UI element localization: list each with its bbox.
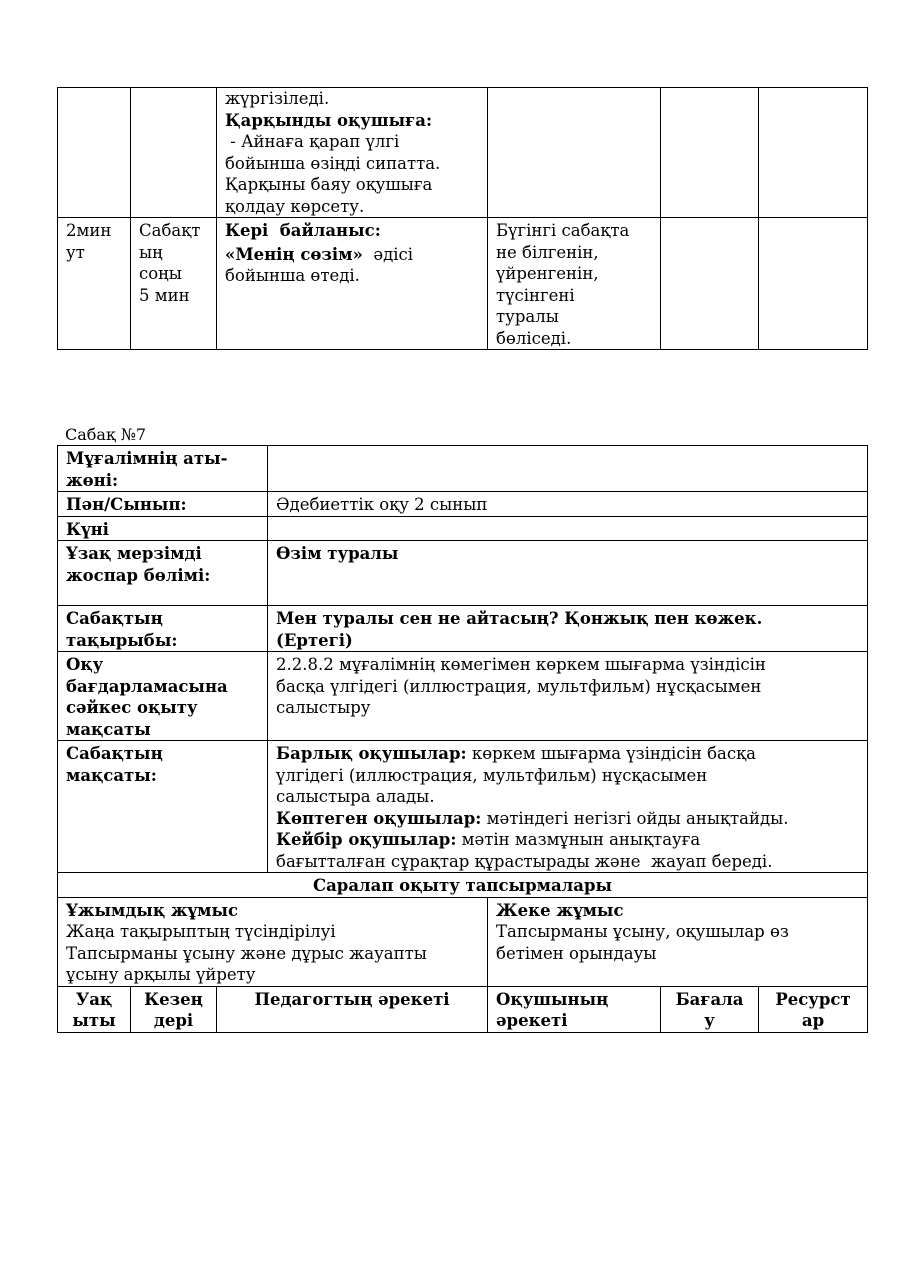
all-students-heading: Барлық оқушылар: (276, 744, 467, 763)
header-line: Кезең (144, 989, 203, 1009)
topic-label (58, 606, 268, 652)
header-line: дері (153, 1011, 194, 1030)
stage-cell (131, 88, 217, 218)
label-line: Сабақтың (66, 609, 163, 628)
student-text: туралы (496, 307, 559, 326)
stage-text: Сабақт (139, 221, 201, 240)
header-line: Ресурст (775, 989, 851, 1009)
stage-text: 5 мин (139, 285, 190, 305)
teacher-name-label (58, 446, 268, 492)
objective-line: 2.2.8.2 мұғалімнің көмегімен көркем шығарма үзіндісін (276, 655, 766, 674)
table-row (58, 897, 868, 986)
label-line: Мұғалімнің аты- (66, 449, 228, 468)
goals-value (268, 741, 868, 873)
unit-value: Өзім туралы (268, 541, 868, 606)
time-text: 2мин (66, 221, 112, 240)
subject-value: Әдебиеттік оқу 2 сынып (268, 492, 868, 517)
fast-learner-heading: Қарқынды оқушыға: (225, 110, 433, 130)
table-row (58, 516, 868, 541)
topic-value (268, 606, 868, 652)
student-text: бөліседі. (496, 328, 572, 348)
student-text: түсінгені (496, 285, 575, 305)
lesson-table-continued (57, 87, 868, 350)
header-line: у (704, 1011, 715, 1030)
column-header-stages (131, 986, 217, 1032)
teacher-text-line: - Айнаға қарап үлгі (225, 132, 400, 151)
label-line: мақсаты: (66, 765, 157, 785)
assessment-cell (661, 218, 759, 350)
goal-text: салыстыра алады. (276, 787, 435, 806)
stage-cell (131, 218, 217, 350)
individual-work-line: бетімен орындауы (496, 943, 657, 963)
label-line: тақырыбы: (66, 630, 178, 650)
group-work-title: Ұжымдық жұмыс (66, 900, 239, 920)
goal-text: үлгідегі (иллюстрация, мультфильм) нұсқасымен (276, 765, 708, 785)
differentiation-header: Саралап оқыту тапсырмалары (58, 873, 868, 898)
column-header-time (58, 986, 131, 1032)
date-value (268, 516, 868, 541)
label-line: жоспар бөлімі: (66, 565, 211, 585)
date-label: Күні (58, 516, 268, 541)
header-line: Бағала (675, 989, 744, 1009)
table-row (58, 218, 868, 350)
teacher-action-cell (217, 218, 488, 350)
stage-text: соңы (139, 264, 182, 283)
individual-work-title: Жеке жұмыс (496, 900, 624, 920)
table-row (58, 492, 868, 517)
group-work-line: Тапсырманы ұсыну және дұрыс жауапты (66, 943, 427, 963)
group-work-line: ұсыну арқылы үйрету (66, 965, 256, 984)
header-line: ар (801, 1011, 825, 1030)
label-line: бағдарламасына (66, 676, 228, 696)
label-line: сәйкес оқыту (66, 698, 198, 717)
resources-cell (759, 88, 868, 218)
goal-text: бағытталған сұрақтар құрастырады және жауап береді. (276, 851, 773, 871)
header-line: ыты (72, 1011, 116, 1030)
goal-text: көркем шығарма үзіндісін басқа (466, 744, 756, 763)
assessment-cell (661, 88, 759, 218)
method-name: «Менің сөзім» (225, 244, 363, 264)
header-line: Оқушының (496, 989, 609, 1009)
stage-text: ың (139, 242, 163, 262)
feedback-heading: Кері байланыс: (225, 221, 381, 240)
group-work-line: Жаңа тақырыптың түсіндірілуі (66, 922, 336, 941)
objective-label (58, 652, 268, 741)
subject-label: Пән/Сынып: (58, 492, 268, 517)
topic-line: Мен туралы сен не айтасың? Қонжық пен көжек. (276, 609, 763, 628)
student-text: үйренгенін, (496, 264, 599, 283)
student-action-cell (488, 218, 661, 350)
group-work-cell (58, 897, 488, 986)
label-line: Сабақтың (66, 744, 163, 763)
lesson-number-label: Сабақ №7 (65, 425, 147, 444)
objective-line: басқа үлгідегі (иллюстрация, мультфильм) нұсқасымен (276, 676, 762, 696)
goal-text: мәтіндегі негізгі ойды анықтайды. (481, 808, 789, 828)
table-row (58, 741, 868, 873)
teacher-text-line: жүргізіледі. (225, 89, 330, 108)
teacher-text-line: бойынша өзіңді сипатта. (225, 153, 441, 173)
resources-cell (759, 218, 868, 350)
teacher-text-line: қолдау көрсету. (225, 196, 365, 216)
student-text: Бүгінгі сабақта (496, 221, 630, 240)
column-header-assessment (661, 986, 759, 1032)
teacher-action-cell (217, 88, 488, 218)
table-row (58, 873, 868, 898)
method-text: әдісі (362, 244, 414, 264)
table-row (58, 541, 868, 606)
many-students-heading: Көптеген оқушылар: (276, 808, 482, 828)
teacher-name-value (268, 446, 868, 492)
label-line: мақсаты (66, 719, 151, 739)
teacher-text-line: Қарқыны баяу оқушыға (225, 175, 433, 194)
some-students-heading: Кейбір оқушылар: (276, 830, 457, 849)
topic-line: (Ертегі) (276, 630, 353, 650)
header-line: әрекеті (496, 1011, 568, 1030)
table-row (58, 88, 868, 218)
label-line: Оқу (66, 655, 104, 674)
label-line: жөні: (66, 470, 119, 490)
table-row (58, 986, 868, 1032)
individual-work-line: Тапсырманы ұсыну, оқушылар өз (496, 922, 789, 941)
label-line: Ұзақ мерзімді (66, 544, 202, 563)
time-cell (58, 88, 131, 218)
goal-text: мәтін мазмұнын анықтауға (456, 830, 701, 849)
column-header-teacher-action: Педагогтың әрекеті (217, 986, 488, 1032)
time-text: ут (66, 242, 85, 262)
column-header-resources (759, 986, 868, 1032)
individual-work-cell (488, 897, 868, 986)
lesson-plan-table (57, 445, 868, 1033)
table-row (58, 606, 868, 652)
student-text: не білгенін, (496, 242, 599, 262)
method-text-line: бойынша өтеді. (225, 266, 360, 285)
table-row (58, 652, 868, 741)
student-action-cell (488, 88, 661, 218)
table-row (58, 446, 868, 492)
header-line: Уақ (75, 989, 113, 1009)
column-header-student-action (488, 986, 661, 1032)
objective-line: салыстыру (276, 698, 371, 717)
unit-label (58, 541, 268, 606)
objective-value (268, 652, 868, 741)
time-cell (58, 218, 131, 350)
goals-label (58, 741, 268, 873)
